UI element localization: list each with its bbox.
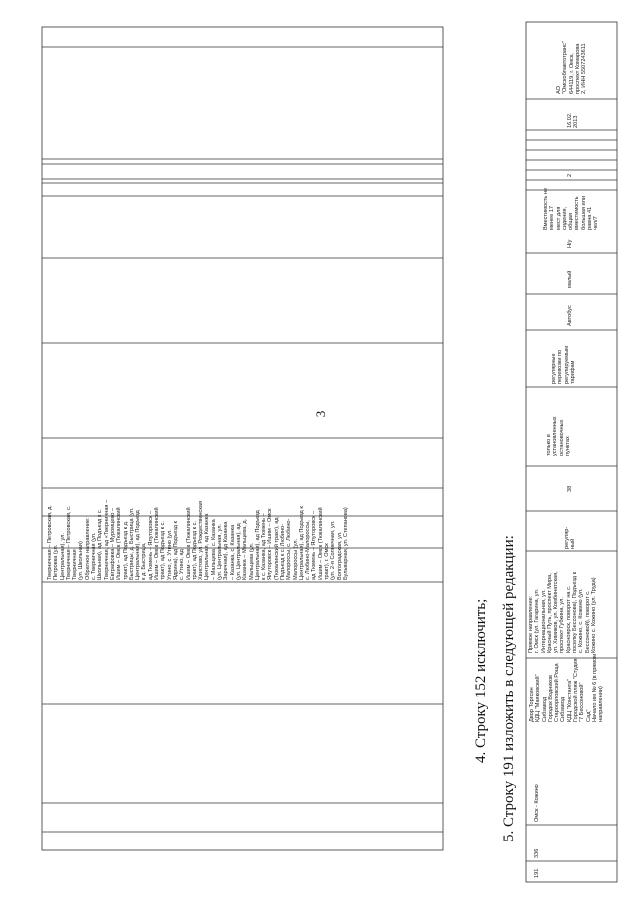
table-2-stops: Двор Торгсин КДЦ "Маяковский" Сибзавод Городок Водников Староорловский Роща Сибзавод КДЦ "Константа" Городской пляж "Студия "7 Бессоновой" Сад" Начало им № 6 (в прямом направлении) xyxy=(529,653,605,722)
table-2-carrier: АО "Омскоблавтотранс" 644119, г. Омск, проспект Комарова 2, ИНН 5507243611 xyxy=(556,41,588,94)
table-2-vehicle-class: малый xyxy=(567,270,573,288)
table-2-route-number: 336 xyxy=(534,848,540,858)
table-2-eco-class: Н/у xyxy=(567,239,573,248)
table-2-row-number: 191 xyxy=(534,868,540,878)
table-2-transport-type: регуляр- ный xyxy=(564,526,577,549)
table-1-route-text: Тверничная – Петровская, д. Петровка (ул. Центральная), ул. Тверничная – Петровская, с. Тверничная (ул. Школьная) Обратное направление: с. Тверничная (ул. Школьная), ад Подъезд к с. Тверничная, ад «Тверничная – Евграфовка – Муромцево – Ишим – Омск (Тюкалинский тракт), ад Подъезд к д. Быстрицы, д. Быстрица (ул. Центральная), ад Подъезд к д. Быстрица, ад Тюмень – Ялуторовск – Ишим – Омск (Тюкалинский тракт), ад Подъезд к с. Утино, с. Утино (ул. Ядрина), ад Подъезд к с. Утино, ад Ишим – Омск (Тюкалинский тракт), ад Подъезд к с. Хвистово, ул. Рождественская Центральная, ад Казанка – Мальцева, с. Казанка (ул. Центральная, ул. Заречная), ад Казанка – Казанка, с. Казанка (ул. Центральная), ад Казанка – Мальцева, д. Мальцева (ул. Центральная), ад Подъезд к с. Казанка, ад Тюмень – Ялуторовск – Ишим – Омск (Тюкалинский тракт), ад Подъезд к с. Любино- Малороссы, с. Любино- Малороссы (ул. Центральная), ад Подъезд к с. Любино-Малороссы, ад Тюмень – Ялуторовск – Ишим – Омск (Тюкалинский тракт), г. Омск (ул. 2-я Солнечная, ул. Волгоградская, ул. Бульварная, ул. Степанова) xyxy=(47,499,349,580)
table-2-vehicle-characteristics: Вместимость не менее 17 мест для сидения, общая вместимость большая или равна 41 чел/7 xyxy=(543,187,600,230)
table-2-tariff-type: регулярные перевозки по регулируемым тарифам xyxy=(551,346,576,384)
table-2-date: 16.02. 2013 xyxy=(567,112,580,128)
table-2-distance: 38 xyxy=(567,485,573,492)
page-number: 3 xyxy=(313,410,328,418)
table-2-count: 2 xyxy=(567,173,573,177)
table-2-stop-order: только в установленных остановочных пунктах xyxy=(546,416,571,456)
instruction-5: 5. Строку 191 изложить в следующей редакции: xyxy=(501,535,517,842)
table-2-vehicle-type: Автобус xyxy=(567,305,573,326)
instruction-4: 4. Строку 152 исключить; xyxy=(473,598,489,763)
table-2-route-name: Омск - Кожино xyxy=(534,784,540,822)
table-2-route-path: Прямое направление: г. Омск (ул. Гагарина, ул. Интернациональная, ул. Красный Путь, проспект Мира, ул. Химиков, ул. Комбинатская, проспект Губкина, ул. Красноярск, поворот на с. поселку Бессонова), Подъезд к с. Кожино, с. Кожино (ул. Бессоновой), поворот с. Кожино с. Кожино (ул. Труда) xyxy=(528,571,597,653)
